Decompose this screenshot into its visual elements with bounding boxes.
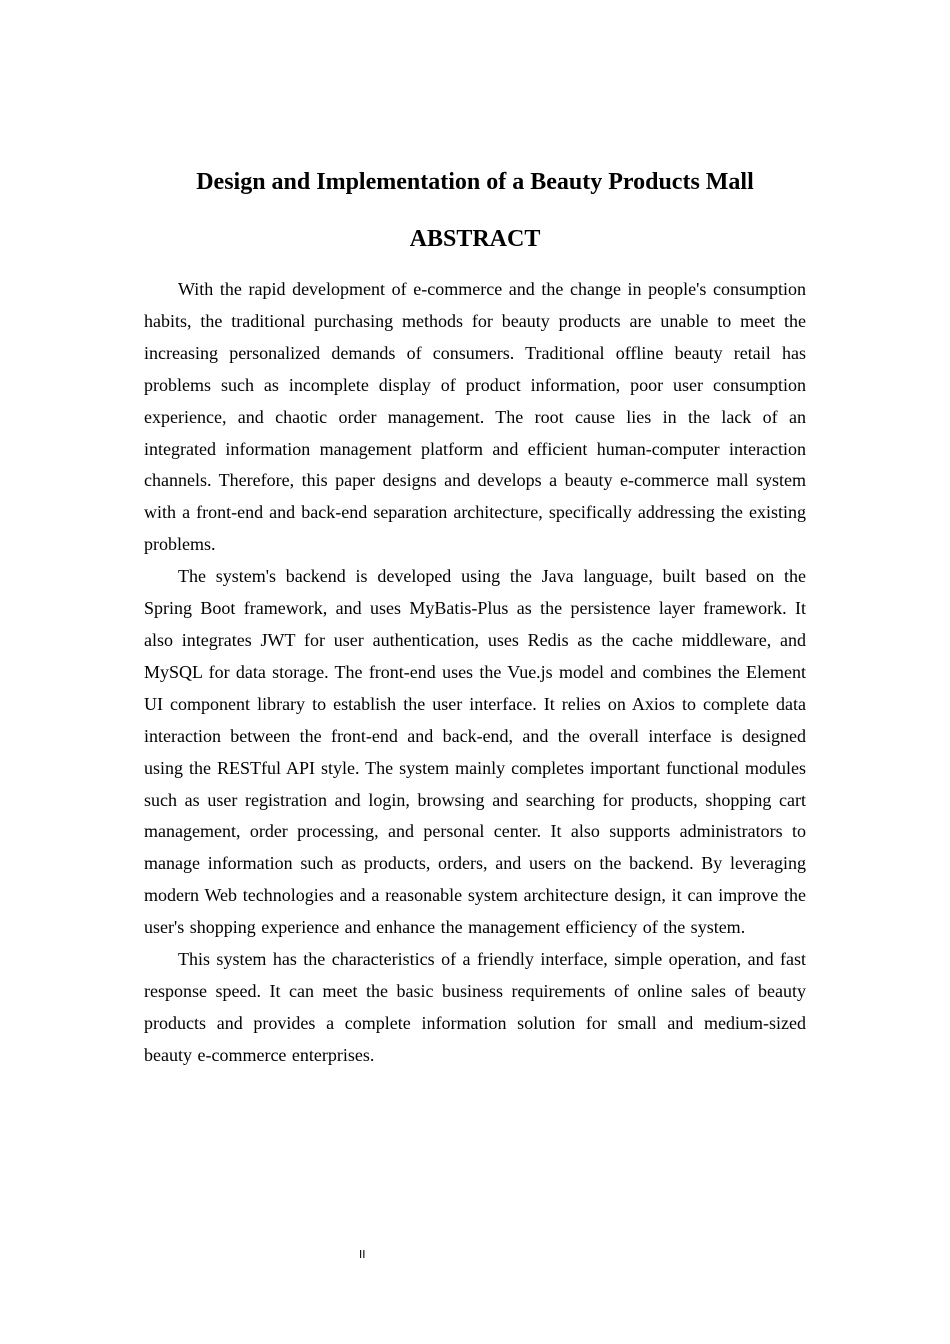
page-content [144,162,806,1072]
abstract-heading: ABSTRACT [409,226,541,252]
abstract-paragraph-3: This system has the characteristics of a friendly interface, simple operation, and fast response speed. It can meet the basic business requirements of online sales of beauty products and provides a complete information solution for small and medium-sized beauty e-commerce enterprises. [144,949,806,1065]
abstract-paragraph-2: The system's backend is developed using the Java language, built based on the Spring Boot framework, and uses MyBatis-Plus as the persistence layer framework. It also integrates JWT for user authentication, uses Redis as the cache middleware, and MySQL for data storage. The front-end uses the Vue.js model and combines the Element UI component library to establish the user interface. It relies on Axios to complete data interaction between the front-end and back-end, and the overall interface is designed using the RESTful API style. The system mainly completes important functional modules such as user registration and login, browsing and searching for products, shopping cart management, order processing, and personal center. It also supports administrators to manage information such as products, orders, and users on the backend. By leveraging modern Web technologies and a reasonable system architecture design, it can improve the user's shopping experience and enhance the management efficiency of the system. [144,566,806,938]
page-number: II [359,1248,366,1261]
abstract-body [144,274,806,1072]
abstract-paragraph-1: With the rapid development of e-commerce and the change in people's consumption habits, the traditional purchasing methods for beauty products are unable to meet the increasing personalized demands of consumers. Traditional offline beauty retail has problems such as incomplete display of product information, poor user consumption experience, and chaotic order management. The root cause lies in the lack of an integrated information management platform and efficient human-computer interaction channels. Therefore, this paper designs and develops a beauty e-commerce mall system with a front-end and back-end separation architecture, specifically addressing the existing problems. [144,279,806,555]
thesis-title: Design and Implementation of a Beauty Products Mall [196,169,754,195]
